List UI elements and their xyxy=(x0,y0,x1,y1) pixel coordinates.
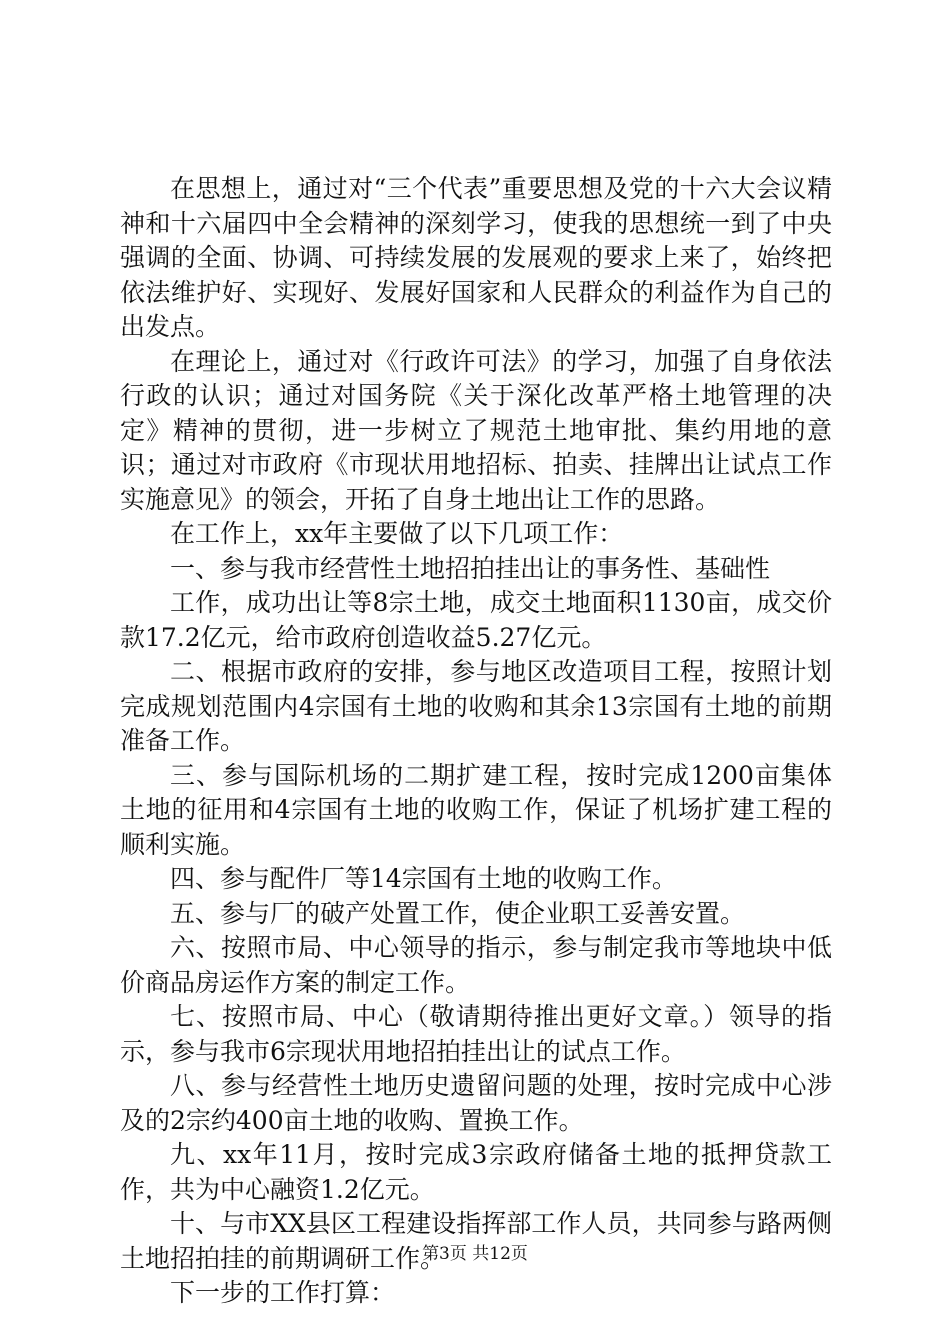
list-item-10: 十、与市XX县区工程建设指挥部工作人员，共同参与路两侧土地招拍挂的前期调研工作。 xyxy=(120,1209,832,1273)
list-item-7: 七、按照市局、中心（敬请期待推出更好文章。）领导的指示，参与我市6宗现状用地招拍挂出让的试点工作。 xyxy=(120,1002,832,1066)
list-item-8: 八、参与经营性土地历史遗留问题的处理，按时完成中心涉及的2宗约400亩土地的收购、置换工作。 xyxy=(120,1071,832,1135)
paragraph-next-plan: 下一步的工作打算： xyxy=(170,1278,396,1307)
list-item-9: 九、xx年11月，按时完成3宗政府储备土地的抵押贷款工作，共为中心融资1.2亿元。 xyxy=(120,1140,832,1204)
list-item-6: 六、按照市局、中心领导的指示，参与制定我市等地块中低价商品房运作方案的制定工作。 xyxy=(120,933,832,997)
list-item-1: 一、参与我市经营性土地招拍挂出让的事务性、基础性 xyxy=(170,553,771,583)
paragraph-thought: 在思想上，通过对“三个代表”重要思想及党的十六大会议精神和十六届四中全会精神的深刻学习，使我的思想统一到了中央强调的全面、协调、可持续发展的发展观的要求上来了，始终把依法维护好、实现好、发展好国家和人民群众的利益作为自己的出发点。 xyxy=(120,174,832,341)
list-item-1-continued: 工作，成功出让等8宗土地，成交土地面积1130亩，成交价款17.2亿元，给市政府创造收益5.27亿元。 xyxy=(120,588,832,652)
paragraph-theory: 在理论上，通过对《行政许可法》的学习，加强了自身依法行政的认识；通过对国务院《关于深化改革严格土地管理的决定》精神的贯彻，进一步树立了规范土地审批、集约用地的意识；通过对市政府《市现状用地招标、拍卖、挂牌出让试点工作实施意见》的领会，开拓了自身土地出让工作的思路。 xyxy=(120,346,832,514)
list-item-2: 二、根据市政府的安排，参与地区改造项目工程，按照计划完成规划范围内4宗国有土地的收购和其余13宗国有土地的前期准备工作。 xyxy=(120,657,832,755)
list-item-3: 三、参与国际机场的二期扩建工程，按时完成1200亩集体土地的征用和4宗国有土地的收购工作，保证了机场扩建工程的顺利实施。 xyxy=(120,760,832,859)
document-body xyxy=(120,172,832,1311)
list-item-5: 五、参与厂的破产处置工作，使企业职工妥善安置。 xyxy=(170,898,746,928)
paragraph-work-intro: 在工作上，xx年主要做了以下几项工作： xyxy=(170,519,624,548)
list-item-4: 四、参与配件厂等14宗国有土地的收购工作。 xyxy=(170,864,677,893)
page-footer: 第3页 共12页 xyxy=(422,1244,528,1264)
